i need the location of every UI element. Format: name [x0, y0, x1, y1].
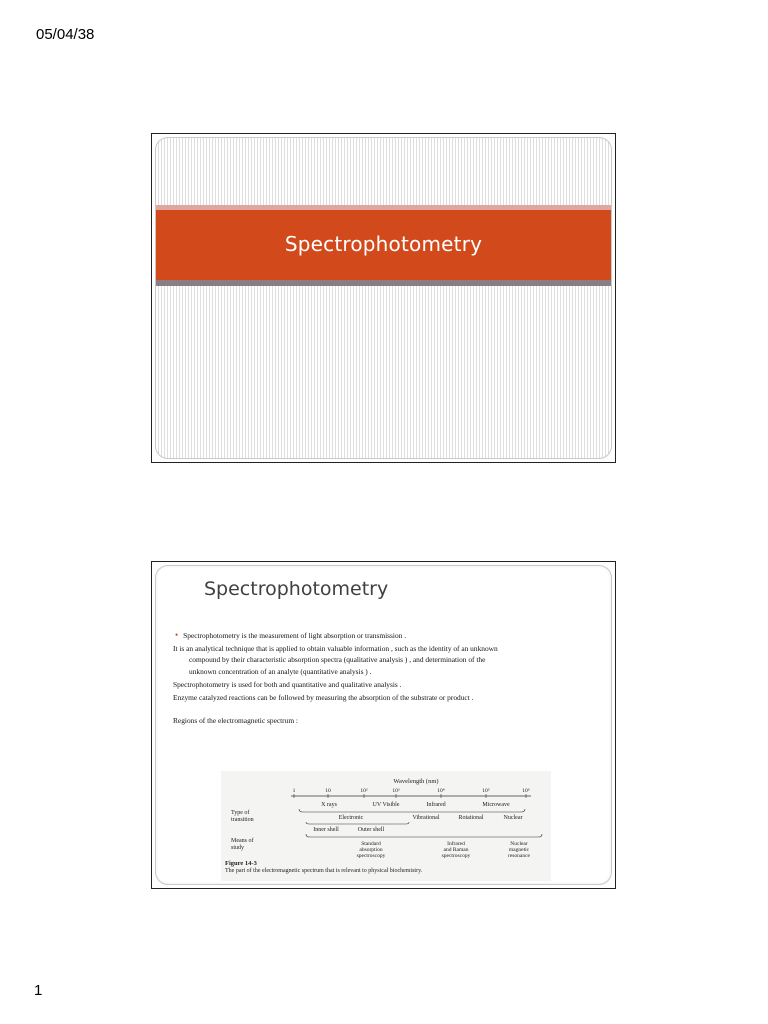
region-label: Microwave: [482, 802, 510, 808]
slide-2-background: [155, 565, 612, 885]
method-label: spectroscopy: [356, 853, 386, 859]
title-band-bottom-stripe: [156, 280, 611, 286]
tick-label: 10⁵: [482, 788, 490, 794]
transition-label: Electronic: [338, 815, 364, 821]
figure-caption-title: Figure 14-3: [225, 860, 257, 867]
figure-axis-title: Wavelength (nm): [393, 778, 439, 785]
shell-label: Inner shell: [313, 827, 339, 833]
tick-label: 10³: [392, 788, 400, 794]
method-label: and Raman: [443, 847, 469, 853]
row-label-means: Means of: [231, 838, 254, 844]
region-label: UV Visible: [372, 802, 400, 808]
bullet-icon: •: [175, 630, 179, 640]
tick-label: 10: [325, 788, 331, 794]
slide-1: [151, 133, 616, 463]
region-label: Infrared: [426, 802, 446, 808]
tick-label: 10⁶: [522, 788, 530, 794]
transition-label: Rotational: [458, 815, 484, 821]
method-label: resonance: [508, 853, 530, 859]
transition-label: Nuclear: [503, 815, 523, 821]
date-header: 05/04/38: [36, 26, 95, 43]
method-label: magnetic: [508, 847, 530, 853]
page-number: 1: [34, 982, 43, 999]
paragraph-5: Regions of the electromagnetic spectrum :: [173, 716, 298, 726]
slide-1-title: Spectrophotometry: [284, 232, 483, 256]
figure-caption-text: The part of the electromagnetic spectrum that is relevant to physical biochemistry.: [225, 868, 423, 874]
row-label-means: study: [231, 845, 245, 851]
tick-label: 10⁴: [437, 788, 445, 794]
method-label: Nuclear: [510, 841, 528, 847]
slide-2-title: Spectrophotometry: [204, 578, 389, 600]
method-label: spectroscopy: [441, 853, 471, 859]
method-label: absorption: [359, 847, 383, 853]
method-label: Standard: [361, 841, 381, 847]
em-spectrum-figure: [221, 771, 551, 881]
slide-2: [151, 561, 616, 889]
slide-2-body: [173, 630, 593, 728]
row-label-transition: transition: [231, 817, 254, 823]
paragraph-3: Spectrophotometry is used for both and quantitative and qualitative analysis .: [173, 679, 402, 689]
row-label-transition: Type of: [231, 810, 250, 816]
paragraph-1: • Spectrophotometry is the measurement of light absorption or transmission .: [175, 630, 407, 640]
paragraph-4: Enzyme catalyzed reactions can be followed by measuring the absorption of the substrate or product .: [173, 693, 474, 703]
method-label: Infrared: [447, 841, 465, 847]
tick-label: 10²: [360, 788, 368, 794]
paragraph-2: It is an analytical technique that is applied to obtain valuable information , such as the identity of an unknown compound by their characteristic absorption spectra (qualitative analysis ) , and determination of the unknown concentration of an analyte (quantitative analysis ) .: [173, 644, 498, 676]
transition-label: Vibrational: [412, 815, 440, 821]
slide-1-background: [155, 137, 612, 459]
region-label: X rays: [321, 802, 337, 808]
shell-label: Outer shell: [357, 827, 385, 833]
tick-label: 1: [292, 788, 296, 794]
